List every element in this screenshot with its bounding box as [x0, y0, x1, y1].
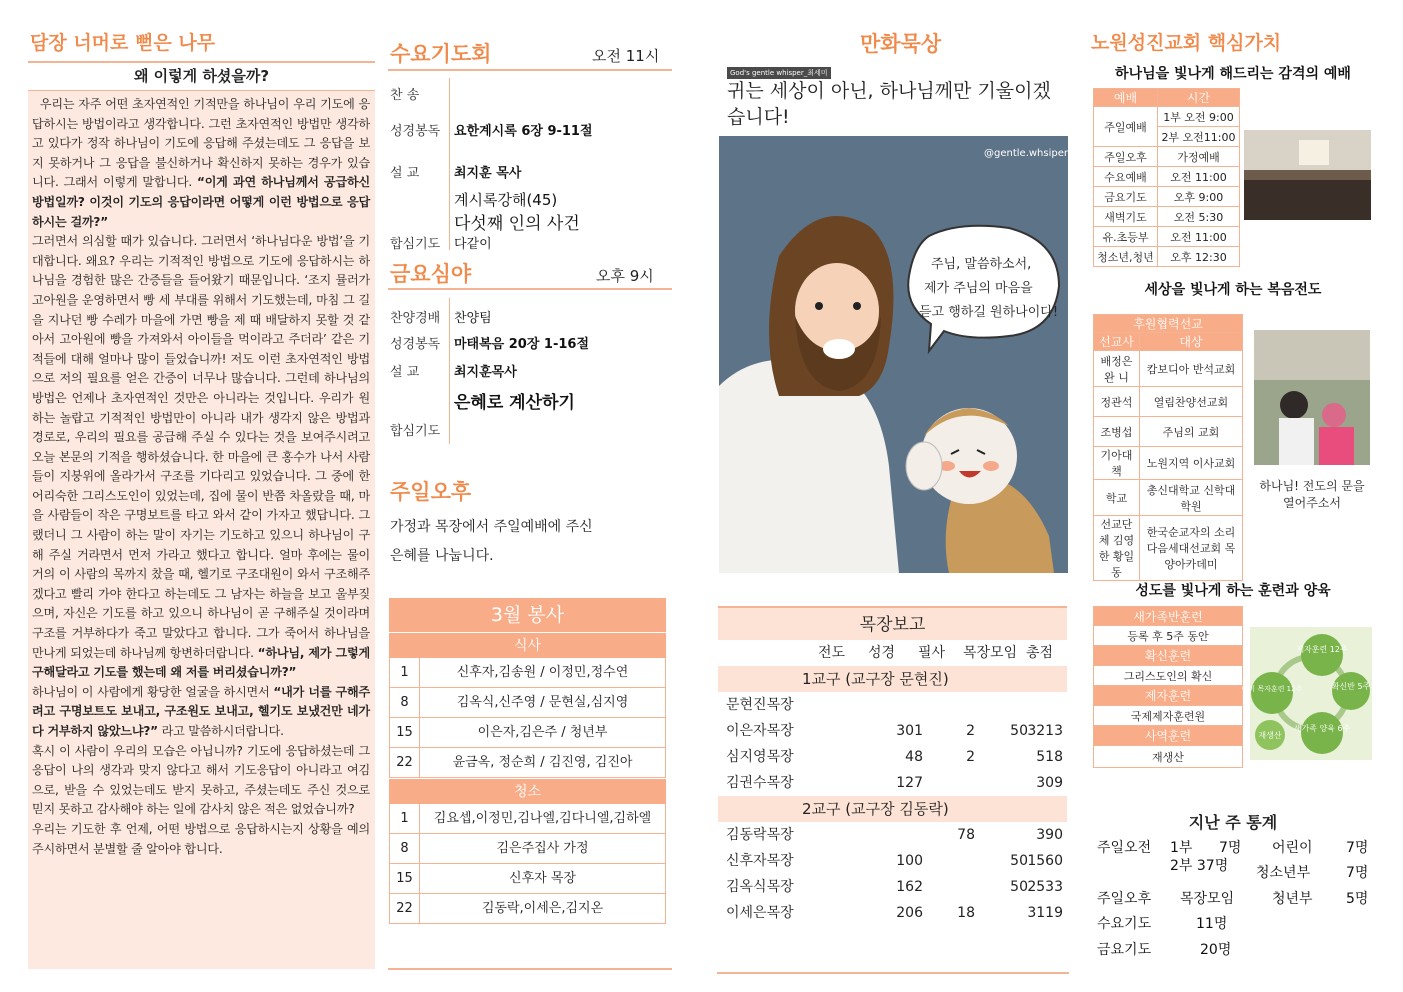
stats-value: 11명: [1196, 916, 1228, 932]
report-cell-name: 김동락목장: [726, 827, 794, 843]
report-cell-meet: 50: [1010, 723, 1028, 739]
report-cell-bible: 162: [896, 879, 923, 895]
cycle-label: 새가족 양육 6주: [1293, 724, 1351, 733]
report-title: 목장보고: [718, 606, 1067, 640]
essay-paragraph: 하나님이 이 사람에게 황당한 얼굴을 하시면서 “내가 너를 구해주려고 구명보트도 보내고, 구조원도 보내고, 헬기도 보냈건만 네가 다 거부하지 않았느냐?” 라고 말씀하시더랍니다.: [32, 684, 370, 738]
table-row: 8 김옥식,신주영 / 문현실,심지영: [389, 688, 666, 718]
worship-photo: [1244, 130, 1371, 220]
training-cycle: [1241, 627, 1372, 760]
meal-header: 식사: [389, 632, 666, 658]
report-cell-copy: 18: [957, 905, 975, 921]
stats-value: 2부 37명: [1170, 858, 1229, 874]
table-row: 15 신후자 목장: [389, 864, 666, 894]
cartoon-caption: 귀는 세상이 아닌, 하나님께만 기울이겠습니다!: [727, 80, 1051, 128]
table-row: 22 김동락,이세은,김지온: [389, 894, 666, 924]
training-cycle-diagram: [1241, 627, 1372, 760]
stats-value: 7명: [1346, 840, 1369, 856]
divider: [388, 288, 672, 290]
stats-label: 수요기도: [1097, 916, 1152, 932]
report-cell-bible: 48: [905, 749, 923, 765]
district-label: 1교구 (교구장 문현진): [718, 666, 1067, 692]
stats-label: 어린이: [1272, 840, 1313, 856]
mission-table: 후원협력선교 선교사 대상 배정은 완 니 캄보디아 반석교회 정관석 열림찬양선교회 조병섭 주님의 교회 기아대책 노원지역 이사교회 학교 총신대학교 신학대학원 선교단체 김영한 황일동 한국순교자의 소리 다음세대선교회 목양아카데미: [1093, 314, 1243, 581]
report-cell-copy: 2: [966, 723, 975, 739]
divider: [388, 968, 672, 970]
stats-value: 7명: [1219, 840, 1242, 856]
values-subtitle: 하나님을 빛나게 해드리는 감격의 예배: [1115, 66, 1351, 82]
cycle-label: 제자훈련 12주: [1296, 645, 1348, 654]
training-table: 새가족반훈련 등록 후 5주 동안 확신훈련 그리스도인의 확신 제자훈련 국제제자훈련원 사역훈련 재생산: [1093, 606, 1243, 768]
values-subtitle: 성도를 빛나게 하는 훈련과 양육: [1135, 583, 1331, 599]
report-cell-name: 신후자목장: [726, 853, 794, 869]
essay-paragraph: 그러면서 의심할 때가 있습니다. 그러면서 ‘하나님다운 방법’을 기대합니다. 왜요? 우리는 기적적인 방법으로 기도에 응답하시는 하나님을 경험한 많은 간증들을 들어왔기 때문입니다. ‘조지 뮬러가 고아원을 운영하면서 빵 세 부대를 위해서 기도했는데, 마침 그 길을 지나던 빵 수레가 마을에 가면 빵을 제 때 배달하지 못할 것 같아서 고아원에 빵을 가져와서 아이들을 먹이라고 주더라’ 같은 기적들에 대해 얼마나 많이 들었습니까! 저도 이런 초자연적인 방법으로 저의 필요를 얻은 간증이 너무나 많습니다. 그런데 하나님의 방법은 언제나 초자연적인 것만은 아니라는 것입니다. 우리가 원하는 놀랍고 기적적인 방법만이 아니라 내가 생각지 않은 방법과 경로로, 우리의 필요를 공급해 주실 수 있다는 것을 보여주시려고 오늘 본문의 기적을 행하셨습니다. 한 마을에 큰 홍수가 나서 사람들이 지붕위에 올라가서 구조를 기다리고 있었습니다. 그 중에 한 어리숙한 그리스도인이 있었는데, 집에 물이 반쯤 차올랐을 때, 마을 사람들이 작은 구명보트를 타고 와서 같이 가자고 했답니다. 그랬더니 그 사람이 하는 말이 자기는 기도하고 있으니 하나님이 구해 주실 거라면서 먼저 가라고 했다고 합니다. 얼마 후에는 물이 거의 이 사람의 목까지 찼을 때, 헬기로 구조대원이 와서 구조해주겠다고 빨리 가야 한다고 하는데도 그 남자는 하늘을 보고 울부짖으며, 자신은 기도를 하고 있으니 하나님이 곧 구해주실 것이라며 구조를 거부하다가 죽고 말았다고 합니다. 그가 죽어서 하나님을 만나게 되었는데 하나님께 항변하더랍니다. “하나님, 제가 그렇게 구해달라고 기도를 했는데 왜 저를 버리셨습니까?”: [32, 234, 370, 680]
table-row: 1 김요셉,이정민,김나엘,김다니엘,김하엘: [389, 804, 666, 834]
report-cell-total: 3213: [1027, 723, 1063, 739]
cartoon-title: 만화묵상: [860, 32, 942, 56]
table-row: 22 윤금옥, 정순희 / 김진영, 김진아: [389, 748, 666, 778]
report-cell-total: 2533: [1027, 879, 1063, 895]
cartoon-handle: @gentle.whsiper: [984, 148, 1068, 159]
clean-header: 청소: [389, 778, 666, 804]
report-row: [718, 770, 1067, 796]
report-cell-name: 이은자목장: [726, 723, 794, 739]
fri-time: 오후 9시: [596, 267, 654, 285]
report-row: [718, 848, 1067, 874]
cycle-label: 확신반 5주: [1331, 682, 1371, 691]
wed-time: 오전 11시: [592, 47, 660, 65]
stats-label: 청소년부: [1256, 865, 1311, 881]
stats-value: 목장모임: [1180, 891, 1235, 907]
service-table: [389, 598, 666, 924]
wed-title: 수요기도회: [390, 42, 492, 66]
photo-caption: 하나님! 전도의 문을: [1259, 479, 1365, 493]
essay-paragraph: 혹시 이 사람이 우리의 모습은 아닙니까? 기도에 응답하셨는데 그 응답이 나의 생각과 맞지 않다고 해서 기도응답이 아니라고 여김으로, 받을 수 있었는데도 받지 못하고, 주셨는데도 주신 것으로 믿지 못하고 감사해야 하는 일에 감사치 않은 적은 없었습니까?: [32, 743, 370, 817]
stats-value: 5명: [1346, 891, 1369, 907]
report-cell-copy: 2: [966, 749, 975, 765]
stats-value: 20명: [1200, 942, 1232, 958]
divider: [388, 69, 672, 71]
report-row: [718, 874, 1067, 900]
sun-pm-text: 가정과 목장에서 주일예배에 주신: [390, 519, 593, 535]
cycle-label: 재생산: [1258, 731, 1282, 740]
sun-pm-title: 주일오후: [390, 480, 472, 504]
report-cell-total: 390: [1036, 827, 1063, 843]
report-cell-total: 1560: [1027, 853, 1063, 869]
district-label: 2교구 (교구장 김동락): [718, 796, 1067, 822]
cycle-label: 예비 목자훈련 12주: [1241, 685, 1303, 693]
report-cell-bible: 301: [896, 723, 923, 739]
sun-pm-text: 은혜를 나눕니다.: [390, 548, 494, 564]
report-cell-copy: 78: [957, 827, 975, 843]
divider: [717, 972, 1069, 974]
stats-label: 금요기도: [1097, 942, 1152, 958]
photo-caption: 열어주소서: [1283, 496, 1341, 510]
stats-label: 주일오전: [1097, 840, 1152, 856]
report-row: [718, 744, 1067, 770]
report-cell-bible: 127: [896, 775, 923, 791]
cartoon-image: [719, 136, 1068, 573]
worship-table: 예배 시간 주일예배 1부 오전 9:00 2부 오전11:00 주일오후 가정예배 수요예배 오전 11:00 금요기도 오후 9:00 새벽기도 오전 5:30 유.초등부 오전 11:00 청소년,청년 오후 12:30: [1093, 88, 1240, 267]
report-cell-bible: 206: [896, 905, 923, 921]
report-cell-total: 518: [1036, 749, 1063, 765]
worship-photo-image: [1244, 130, 1371, 220]
report-table: [718, 606, 1067, 926]
essay-paragraph: 우리는 자주 어떤 초자연적인 기적만을 하나님이 우리 기도에 응답하시는 방법이라고 생각합니다. 그런 초자연적인 방법만 생각하고 있다가 정작 하나님이 기도에 응답해 주셨는데도 그 응답을 보지 못하거나 그 응답을 불신하거나 확신하지 못하는 경우가 있습니다. 그래서 이렇게 말합니다. “이게 과연 하나님께서 공급하신 방법일까? 이것이 기도의 응답이라면 어떻게 이런 방법으로 응답하시는 걸까?”: [32, 97, 370, 229]
column-title-tree: 담장 너머로 뻗은 나무: [30, 32, 216, 54]
essay-body: [32, 95, 370, 859]
report-cell-name: 김옥식목장: [726, 879, 794, 895]
evangelism-photo: [1254, 330, 1370, 465]
divider: [449, 298, 450, 444]
essay-title: 왜 이렇게 하셨을까?: [28, 63, 375, 91]
report-cell-name: 김권수목장: [726, 775, 794, 791]
divider: [449, 78, 450, 250]
report-cell-bible: 100: [896, 853, 923, 869]
cartoon-illustration: [719, 136, 1068, 573]
stats-label: 청년부: [1272, 891, 1313, 907]
report-cell-total: 3119: [1027, 905, 1063, 921]
bubble-text: 듣고 행하길 원하나이다!: [919, 305, 1059, 320]
report-cell-total: 309: [1036, 775, 1063, 791]
report-cell-meet: 50: [1010, 853, 1028, 869]
fri-title: 금요심야: [390, 262, 472, 286]
values-subtitle: 세상을 빛나게 하는 복음전도: [1144, 282, 1322, 298]
report-cell-meet: 50: [1010, 879, 1028, 895]
essay-box: [28, 61, 375, 969]
cartoon-tag: God's gentle whisper_최세미: [727, 67, 831, 79]
report-row: [718, 900, 1067, 926]
stats-label: 주일오후: [1097, 891, 1152, 907]
stats-title: 지난 주 통계: [1188, 813, 1278, 832]
table-row: 8 김은주집사 가정: [389, 834, 666, 864]
report-row: [718, 822, 1067, 848]
report-header-row: 전도 성경 필사 목장모임 총점: [818, 645, 1054, 661]
report-row: [718, 692, 1067, 718]
service-title: 3월 봉사: [389, 598, 666, 632]
values-title: 노원성진교회 핵심가치: [1091, 32, 1282, 54]
table-row: 15 이은자,김은주 / 청년부: [389, 718, 666, 748]
stats-value: 7명: [1346, 865, 1369, 881]
report-cell-name: 심지영목장: [726, 749, 794, 765]
report-cell-name: 문현진목장: [726, 697, 794, 713]
report-row: [718, 718, 1067, 744]
bubble-text: 제가 주님의 마음을: [924, 281, 1033, 296]
report-cell-name: 이세은목장: [726, 905, 794, 921]
table-row: 1 신후자,김송원 / 이정민,정수연: [389, 658, 666, 688]
bubble-text: 주님, 말씀하소서,: [931, 257, 1032, 272]
essay-paragraph: 우리는 기도한 후 언제, 어떤 방법으로 응답하시는지 상황을 예의 주시하면서 분별할 줄 알아야 합니다.: [32, 821, 370, 856]
stats-label: 1부: [1170, 840, 1193, 856]
evangelism-photo-image: [1254, 330, 1370, 465]
